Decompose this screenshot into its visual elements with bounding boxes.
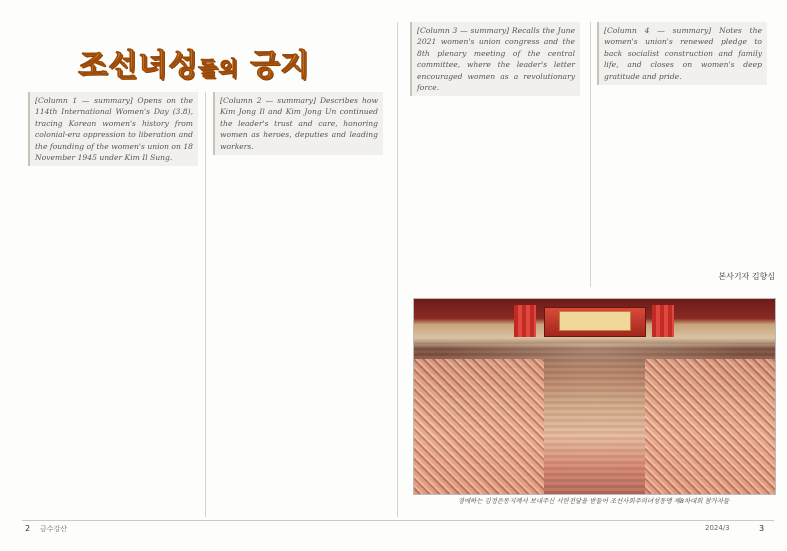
column-4-summary: [Column 4 — summary] Notes the women's union's renewed pledge to back socialist construction and family life, and closes on women's deep gratitude and pride. [597,22,767,85]
title-part-1: 조선녀성 [78,48,198,83]
author-byline: 본사기자 김향심 [718,272,775,281]
audience-left [414,359,544,494]
portrait-panel [559,311,631,331]
title-part-3: 긍지 [238,48,310,83]
article-title [78,40,310,83]
column-1-summary: [Column 1 — summary] Opens on the 114th International Women's Day (3.8), tracing Korean women's history from colonial-era oppression to liberation and the founding of the women's union on 18 November 1945 under Kim Il Sung. [28,92,198,166]
footer-divider [22,520,774,521]
page-number-left: 2 [25,524,31,533]
column-divider [205,92,206,517]
flag-right [652,305,674,337]
congress-hall-photo [413,298,776,495]
flag-left [514,305,536,337]
audience-right [645,359,775,494]
article-column-2 [213,92,383,522]
column-3-summary: [Column 3 — summary] Recalls the June 2021 women's union congress and the 8th plenary meeting of the central committee, where the leader's letter encouraged women as a revolutionary force. [410,22,580,96]
issue-date: 2024/3 [705,524,730,532]
article-column-3 [410,22,580,267]
magazine-name: 금수강산 [40,525,68,533]
page-gutter [397,22,398,517]
article-column-1 [28,92,198,522]
column-divider [590,22,591,287]
page-number-right: 3 [759,524,765,533]
photo-caption: 경애하는 김정은동지께서 보내주신 서한전달을 받들어 조선사회주의녀성동맹 제8차대회 참가자들 [457,497,730,505]
column-2-summary: [Column 2 — summary] Describes how Kim Jong Il and Kim Jong Un continued the leader's trust and care, honoring women as heroes, deputies and leading workers. [213,92,383,155]
article-column-4 [597,22,767,247]
title-part-2: 들의 [197,56,239,80]
